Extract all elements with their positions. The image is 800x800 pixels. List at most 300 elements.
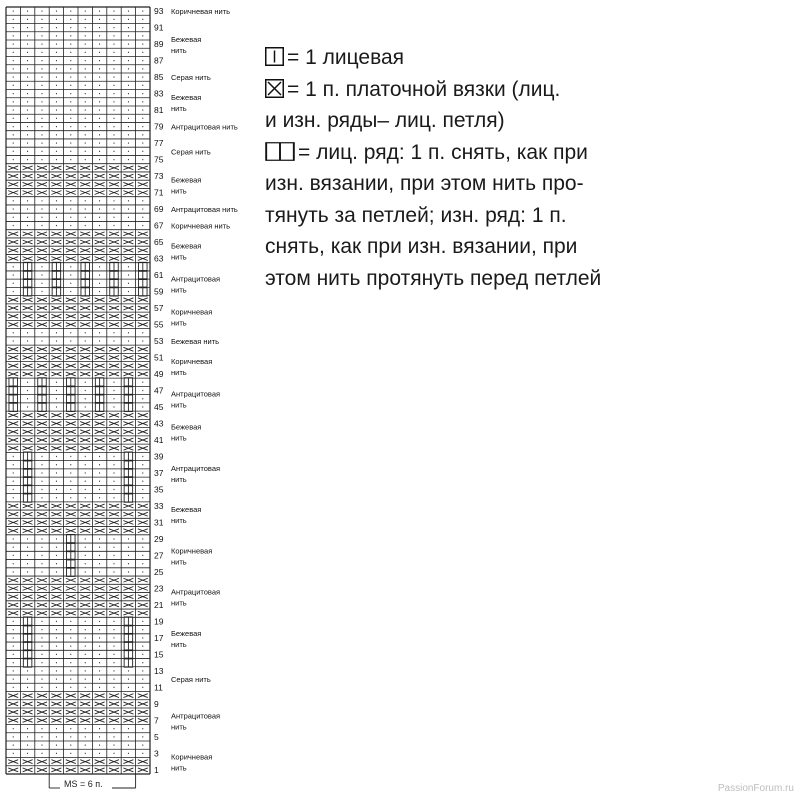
garter-stitch-cell: [95, 430, 105, 434]
garter-stitch-cell: [109, 521, 119, 525]
garter-stitch-cell: [23, 587, 33, 591]
slip-stitch-cell: [139, 287, 148, 296]
slip-stitch-cell: [38, 386, 47, 395]
garter-stitch-cell: [66, 413, 76, 417]
garter-stitch-cell: [8, 611, 18, 615]
garter-stitch-cell: [80, 347, 90, 351]
row-number: 11: [154, 682, 163, 693]
garter-stitch-cell: [123, 438, 133, 442]
row-number: 29: [154, 533, 164, 544]
garter-stitch-cell: [66, 298, 76, 302]
garter-stitch-cell: [80, 702, 90, 706]
color-label-line: Бежевая: [171, 422, 202, 432]
garter-stitch-cell: [138, 248, 148, 252]
slip-stitch-icon: [265, 142, 295, 161]
garter-stitch-cell: [138, 174, 148, 178]
garter-stitch-cell: [95, 529, 105, 533]
slip-stitch-cell: [124, 485, 132, 494]
garter-stitch-cell: [23, 413, 33, 417]
garter-stitch-cell: [23, 504, 33, 508]
garter-stitch-cell: [123, 347, 133, 351]
color-label-line: нить: [171, 433, 187, 443]
garter-stitch-cell: [37, 257, 47, 261]
garter-stitch-cell: [66, 768, 76, 772]
row-number: 31: [154, 517, 164, 528]
garter-stitch-cell: [95, 595, 105, 599]
garter-stitch-cell: [123, 768, 133, 772]
color-label-line: нить: [171, 46, 187, 56]
garter-stitch-cell: [37, 356, 47, 360]
garter-stitch-cell: [8, 356, 18, 360]
garter-stitch-cell: [95, 521, 105, 525]
slip-stitch-cell: [23, 468, 32, 477]
row-number: 73: [154, 171, 164, 182]
garter-stitch-cell: [138, 587, 148, 591]
garter-stitch-cell: [51, 702, 61, 706]
garter-stitch-cell: [138, 512, 148, 516]
garter-stitch-cell: [23, 323, 33, 327]
garter-stitch-cell: [80, 174, 90, 178]
garter-stitch-cell: [66, 182, 76, 186]
color-label-line: Коричневая: [171, 752, 213, 762]
color-label-line: Бежевая: [171, 505, 202, 515]
slip-stitch-cell: [23, 452, 32, 461]
garter-stitch-cell: [95, 578, 105, 582]
garter-stitch-cell: [51, 174, 61, 178]
garter-stitch-cell: [138, 504, 148, 508]
garter-stitch-cell: [80, 248, 90, 252]
garter-stitch-cell: [138, 232, 148, 236]
garter-stitch-cell: [8, 422, 18, 426]
slip-stitch-cell: [110, 287, 119, 296]
garter-stitch-cell: [51, 413, 61, 417]
garter-stitch-cell: [8, 430, 18, 434]
slip-stitch-cell: [67, 559, 76, 568]
garter-stitch-cell: [138, 347, 148, 351]
legend-garter-text-2: и изн. ряды– лиц. петля): [265, 109, 505, 132]
garter-stitch-cell: [51, 595, 61, 599]
garter-stitch-cell: [95, 611, 105, 615]
garter-stitch-cell: [138, 760, 148, 764]
garter-stitch-cell: [37, 718, 47, 722]
legend-slip-text-5: этом нить протянуть перед петлей: [265, 266, 602, 290]
garter-stitch-cell: [8, 314, 18, 318]
garter-stitch-cell: [8, 306, 18, 310]
garter-stitch-cell: [123, 248, 133, 252]
garter-stitch-cell: [80, 306, 90, 310]
garter-stitch-cell: [23, 603, 33, 607]
slip-stitch-cell: [81, 271, 90, 280]
slip-stitch-cell: [139, 271, 148, 280]
color-label-line: нить: [171, 252, 187, 262]
color-label-line: Коричневая: [171, 356, 213, 366]
garter-stitch-cell: [109, 298, 119, 302]
garter-stitch-cell: [95, 587, 105, 591]
garter-stitch-cell: [66, 372, 76, 376]
row-number: 93: [154, 6, 164, 17]
garter-stitch-cell: [138, 595, 148, 599]
garter-stitch-cell: [51, 512, 61, 516]
row-number: 39: [154, 451, 164, 462]
garter-stitch-cell: [123, 694, 133, 698]
slip-stitch-cell: [139, 262, 148, 271]
garter-stitch-cell: [23, 356, 33, 360]
garter-stitch-cell: [80, 768, 90, 772]
watermark: PassionForum.ru: [717, 783, 794, 794]
row-number: 55: [154, 319, 164, 330]
garter-stitch-cell: [66, 364, 76, 368]
garter-stitch-cell: [51, 191, 61, 195]
garter-stitch-cell: [51, 521, 61, 525]
slip-stitch-cell: [124, 460, 132, 469]
garter-stitch-cell: [95, 768, 105, 772]
slip-stitch-cell: [23, 658, 32, 667]
garter-stitch-cell: [109, 323, 119, 327]
garter-stitch-cell: [23, 710, 33, 714]
row-number: 53: [154, 336, 164, 347]
garter-stitch-cell: [51, 298, 61, 302]
garter-stitch-cell: [23, 446, 33, 450]
slip-stitch-cell: [23, 279, 32, 288]
garter-stitch-cell: [8, 257, 18, 261]
garter-stitch-cell: [8, 595, 18, 599]
garter-stitch-cell: [23, 768, 33, 772]
slip-stitch-cell: [38, 394, 47, 403]
garter-stitch-cell: [37, 768, 47, 772]
garter-stitch-cell: [109, 512, 119, 516]
row-number: 3: [154, 748, 159, 759]
color-label: [171, 274, 220, 294]
garter-stitch-cell: [80, 578, 90, 582]
color-label-line: Бежевая: [171, 175, 202, 185]
row-number: 91: [154, 22, 164, 33]
garter-stitch-cell: [95, 356, 105, 360]
garter-stitch-cell: [138, 611, 148, 615]
garter-stitch-cell: [8, 248, 18, 252]
garter-stitch-cell: [51, 323, 61, 327]
color-label-line: нить: [171, 763, 187, 773]
garter-stitch-cell: [66, 422, 76, 426]
garter-stitch-cell: [123, 587, 133, 591]
slip-stitch-cell: [124, 452, 132, 461]
garter-stitch-cell: [80, 521, 90, 525]
garter-stitch-cell: [66, 694, 76, 698]
garter-stitch-cell: [109, 191, 119, 195]
garter-stitch-cell: [80, 182, 90, 186]
garter-stitch-cell: [8, 768, 18, 772]
garter-stitch-cell: [123, 314, 133, 318]
garter-stitch-cell: [95, 240, 105, 244]
garter-stitch-cell: [51, 694, 61, 698]
garter-stitch-cell: [23, 232, 33, 236]
garter-stitch-cell: [109, 760, 119, 764]
slip-stitch-cell: [95, 394, 104, 403]
garter-stitch-cell: [8, 446, 18, 450]
color-label: [171, 93, 201, 113]
slip-stitch-cell: [81, 279, 90, 288]
garter-stitch-cell: [123, 710, 133, 714]
slip-stitch-cell: [95, 378, 104, 387]
garter-stitch-cell: [80, 413, 90, 417]
garter-stitch-cell: [23, 347, 33, 351]
row-number: 81: [154, 105, 164, 116]
row-number: 35: [154, 484, 164, 495]
row-number: 77: [154, 138, 164, 149]
slip-stitch-cell: [23, 485, 32, 494]
garter-stitch-cell: [109, 257, 119, 261]
row-number: 75: [154, 154, 164, 165]
garter-stitch-cell: [109, 364, 119, 368]
garter-stitch-cell: [23, 166, 33, 170]
row-number: 49: [154, 369, 164, 380]
garter-stitch-cell: [95, 446, 105, 450]
garter-stitch-cell: [37, 710, 47, 714]
color-label-line: нить: [171, 400, 187, 410]
garter-stitch-cell: [123, 356, 133, 360]
garter-stitch-cell: [123, 595, 133, 599]
garter-stitch-cell: [123, 413, 133, 417]
garter-stitch-cell: [109, 174, 119, 178]
garter-stitch-cell: [138, 446, 148, 450]
garter-stitch-cell: [109, 347, 119, 351]
row-number: 59: [154, 286, 164, 297]
garter-stitch-cell: [109, 595, 119, 599]
garter-stitch-cell: [51, 422, 61, 426]
garter-stitch-cell: [37, 760, 47, 764]
garter-stitch-cell: [66, 430, 76, 434]
garter-stitch-cell: [138, 413, 148, 417]
slip-stitch-cell: [67, 402, 76, 411]
color-label-line: нить: [171, 639, 187, 649]
garter-stitch-cell: [8, 760, 18, 764]
row-number: 51: [154, 352, 164, 363]
garter-stitch-cell: [23, 422, 33, 426]
garter-stitch-cell: [80, 232, 90, 236]
garter-stitch-cell: [51, 232, 61, 236]
row-numbers: [154, 6, 164, 775]
color-label: [171, 546, 212, 566]
garter-stitch-cell: [51, 768, 61, 772]
garter-stitch-cell: [23, 298, 33, 302]
slip-stitch-cell: [67, 394, 76, 403]
slip-stitch-cell: [23, 650, 32, 659]
garter-stitch-cell: [95, 166, 105, 170]
row-number: 85: [154, 72, 164, 83]
slip-stitch-cell: [67, 534, 76, 543]
slip-stitch-cell: [38, 378, 47, 387]
garter-stitch-cell: [109, 578, 119, 582]
garter-stitch-cell: [37, 347, 47, 351]
row-number: 23: [154, 583, 164, 594]
garter-stitch-cell: [138, 694, 148, 698]
garter-stitch-cell: [95, 438, 105, 442]
legend-garter-text: = 1 п. платочной вязки (лиц.: [287, 77, 561, 101]
color-label: [171, 175, 201, 195]
garter-stitch-cell: [8, 232, 18, 236]
garter-stitch-cell: [123, 323, 133, 327]
garter-stitch-cell: [8, 438, 18, 442]
slip-stitch-cell: [23, 262, 32, 271]
garter-stitch-cell: [51, 529, 61, 533]
slip-stitch-cell: [110, 262, 119, 271]
row-number: 7: [154, 715, 159, 726]
chart-grid: [6, 7, 150, 774]
slip-stitch-cell: [139, 279, 148, 288]
garter-stitch-cell: [138, 718, 148, 722]
color-label: [171, 423, 201, 443]
garter-stitch-cell: [37, 298, 47, 302]
garter-stitch-cell: [66, 166, 76, 170]
garter-stitch-cell: [66, 347, 76, 351]
garter-stitch-cell: [8, 718, 18, 722]
garter-stitch-cell: [51, 611, 61, 615]
garter-stitch-cell: [123, 430, 133, 434]
garter-stitch-cell: [109, 248, 119, 252]
garter-stitch-cell: [66, 306, 76, 310]
color-label: [171, 390, 220, 410]
garter-stitch-cell: [23, 718, 33, 722]
garter-stitch-cell: [51, 760, 61, 764]
garter-stitch-cell: [66, 323, 76, 327]
garter-stitch-cell: [138, 182, 148, 186]
color-label-line: нить: [171, 557, 187, 567]
garter-stitch-cell: [109, 768, 119, 772]
garter-stitch-cell: [8, 182, 18, 186]
garter-stitch-cell: [123, 611, 133, 615]
garter-stitch-cell: [37, 314, 47, 318]
garter-stitch-cell: [8, 578, 18, 582]
garter-stitch-cell: [66, 611, 76, 615]
garter-stitch-cell: [66, 603, 76, 607]
row-number: 41: [154, 434, 164, 445]
garter-stitch-cell: [23, 611, 33, 615]
slip-stitch-cell: [52, 271, 61, 280]
garter-stitch-cell: [109, 356, 119, 360]
slip-stitch-cell: [67, 378, 76, 387]
garter-stitch-cell: [123, 166, 133, 170]
slip-stitch-cell: [95, 386, 104, 395]
color-label: [171, 753, 212, 773]
row-number: 43: [154, 418, 164, 429]
garter-stitch-cell: [8, 587, 18, 591]
garter-stitch-cell: [66, 232, 76, 236]
garter-stitch-cell: [66, 356, 76, 360]
slip-stitch-cell: [23, 617, 32, 626]
garter-stitch-cell: [66, 521, 76, 525]
slip-stitch-cell: [23, 287, 32, 296]
garter-stitch-cell: [123, 760, 133, 764]
garter-stitch-cell: [95, 504, 105, 508]
garter-stitch-cell: [8, 191, 18, 195]
garter-stitch-cell: [138, 240, 148, 244]
garter-stitch-cell: [23, 595, 33, 599]
garter-stitch-cell: [109, 306, 119, 310]
legend-slip-text-2: изн. вязании, при этом нить про-: [265, 172, 584, 195]
garter-stitch-cell: [109, 718, 119, 722]
slip-stitch-cell: [67, 551, 76, 560]
garter-stitch-cell: [66, 578, 76, 582]
color-label-line: Антрацитовая: [171, 389, 221, 399]
garter-stitch-cell: [66, 760, 76, 764]
garter-stitch-cell: [95, 174, 105, 178]
garter-stitch-cell: [51, 446, 61, 450]
garter-stitch-cell: [80, 446, 90, 450]
garter-stitch-cell: [80, 422, 90, 426]
garter-stitch-cell: [51, 603, 61, 607]
garter-stitch-cell: [95, 257, 105, 261]
garter-stitch-cell: [80, 356, 90, 360]
garter-stitch-cell: [8, 240, 18, 244]
garter-stitch-cell: [37, 174, 47, 178]
row-number: 21: [154, 599, 164, 610]
color-label: Коричневая нить: [171, 7, 231, 17]
color-label-line: Антрацитовая: [171, 274, 221, 284]
garter-stitch-cell: [66, 257, 76, 261]
garter-stitch-cell: [37, 364, 47, 368]
slip-stitch-cell: [124, 625, 132, 634]
color-label-line: нить: [171, 598, 187, 608]
garter-stitch-cell: [8, 512, 18, 516]
garter-stitch-cell: [23, 578, 33, 582]
garter-stitch-cell: [123, 521, 133, 525]
garter-stitch-cell: [138, 298, 148, 302]
garter-stitch-cell: [8, 702, 18, 706]
garter-stitch-cell: [37, 306, 47, 310]
garter-stitch-cell: [8, 174, 18, 178]
garter-stitch-cell: [80, 603, 90, 607]
garter-stitch-cell: [66, 710, 76, 714]
garter-stitch-cell: [80, 512, 90, 516]
slip-stitch-cell: [9, 386, 18, 395]
garter-stitch-cell: [109, 504, 119, 508]
color-label: Серая нить: [171, 147, 211, 157]
slip-stitch-cell: [124, 402, 132, 411]
legend-garter-row: [265, 74, 785, 106]
garter-stitch-cell: [109, 232, 119, 236]
garter-stitch-cell: [8, 372, 18, 376]
garter-stitch-cell: [95, 364, 105, 368]
garter-stitch-cell: [109, 413, 119, 417]
garter-stitch-cell: [51, 356, 61, 360]
slip-stitch-cell: [9, 378, 18, 387]
garter-stitch-cell: [123, 504, 133, 508]
slip-stitch-cell: [23, 642, 32, 651]
garter-stitch-cell: [51, 430, 61, 434]
garter-stitch-cell: [80, 314, 90, 318]
garter-stitch-cell: [109, 240, 119, 244]
garter-stitch-cell: [80, 760, 90, 764]
garter-stitch-cell: [123, 182, 133, 186]
row-number: 5: [154, 731, 159, 742]
garter-stitch-cell: [109, 702, 119, 706]
row-number: 27: [154, 550, 164, 561]
garter-stitch-cell: [51, 306, 61, 310]
color-label-line: Бежевая: [171, 92, 202, 102]
garter-stitch-cell: [95, 760, 105, 764]
garter-stitch-cell: [95, 314, 105, 318]
row-number: 79: [154, 121, 164, 132]
slip-stitch-cell: [124, 468, 132, 477]
color-label: [171, 711, 220, 731]
garter-stitch-cell: [37, 702, 47, 706]
garter-stitch-cell: [123, 191, 133, 195]
garter-stitch-cell: [138, 430, 148, 434]
garter-stitch-cell: [123, 372, 133, 376]
garter-stitch-cell: [109, 694, 119, 698]
row-number: 65: [154, 237, 164, 248]
garter-stitch-cell: [51, 718, 61, 722]
color-label: Серая нить: [171, 675, 211, 685]
